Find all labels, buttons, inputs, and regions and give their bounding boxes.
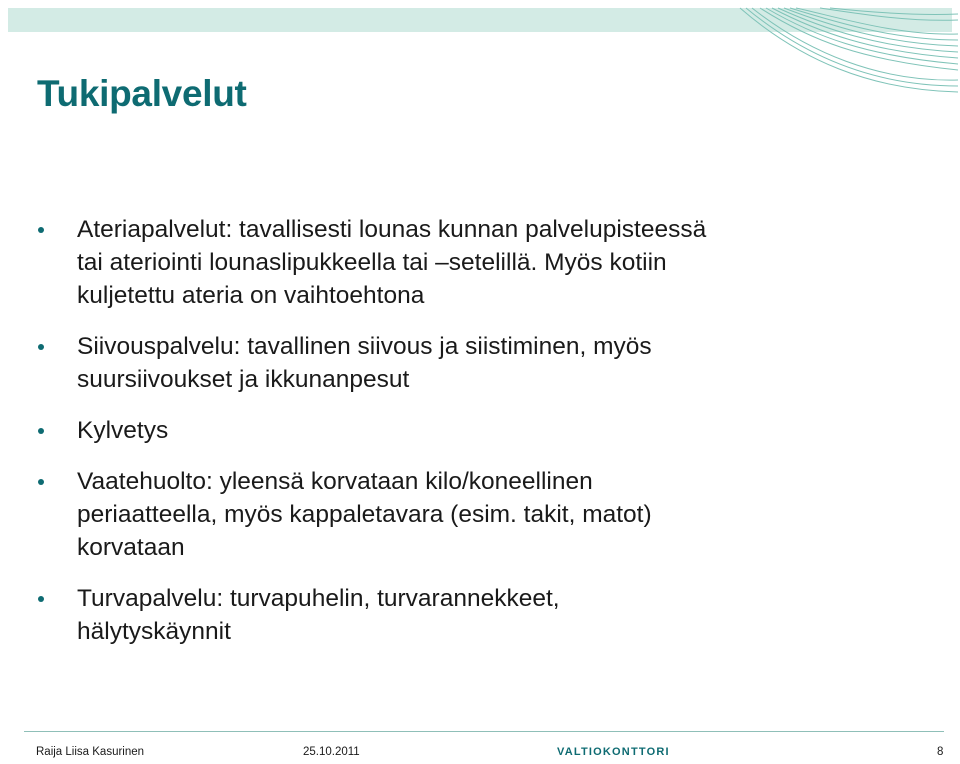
bullet-line: suursiivoukset ja ikkunanpesut <box>77 366 410 393</box>
bullet-line: Vaatehuolto: yleensä korvataan kilo/koneellinen <box>77 468 593 495</box>
bullet-dot-icon <box>38 344 44 350</box>
bullet-line: Kylvetys <box>77 417 169 444</box>
bullet-line: tai ateriointi lounaslipukkeella tai –setelillä. Myös kotiin <box>77 249 667 276</box>
bullet-list <box>0 213 960 648</box>
footer-date: 25.10.2011 <box>303 746 360 758</box>
bullet-line: Ateriapalvelut: tavallisesti lounas kunnan palvelupisteessä <box>77 216 707 243</box>
slide-title: Tukipalvelut <box>37 73 247 114</box>
bullet-dot-icon <box>38 596 44 602</box>
bullet-item <box>0 582 837 648</box>
bullet-item <box>0 414 837 447</box>
bullet-line: kuljetettu ateria on vaihtoehtona <box>77 282 425 309</box>
bullet-dot-icon <box>38 479 44 485</box>
footer-logo: VALTIOKONTTORI <box>557 746 670 758</box>
bullet-line: hälytyskäynnit <box>77 618 231 645</box>
bullet-line: Turvapalvelu: turvapuhelin, turvarannekkeet, <box>77 585 560 612</box>
bullet-item <box>0 213 837 312</box>
footer-author: Raija Liisa Kasurinen <box>36 746 145 758</box>
page-number: 8 <box>937 746 944 758</box>
wave-lines-decoration <box>700 0 960 110</box>
bullet-item <box>0 465 837 564</box>
bullet-dot-icon <box>38 428 44 434</box>
bullet-line: periaatteella, myös kappaletavara (esim. takit, matot) <box>77 501 652 528</box>
bullet-dot-icon <box>38 227 44 233</box>
bullet-line: Siivouspalvelu: tavallinen siivous ja siistiminen, myös <box>77 333 652 360</box>
bullet-item <box>0 330 837 396</box>
bullet-line: korvataan <box>77 534 185 561</box>
footer-divider <box>24 731 944 732</box>
